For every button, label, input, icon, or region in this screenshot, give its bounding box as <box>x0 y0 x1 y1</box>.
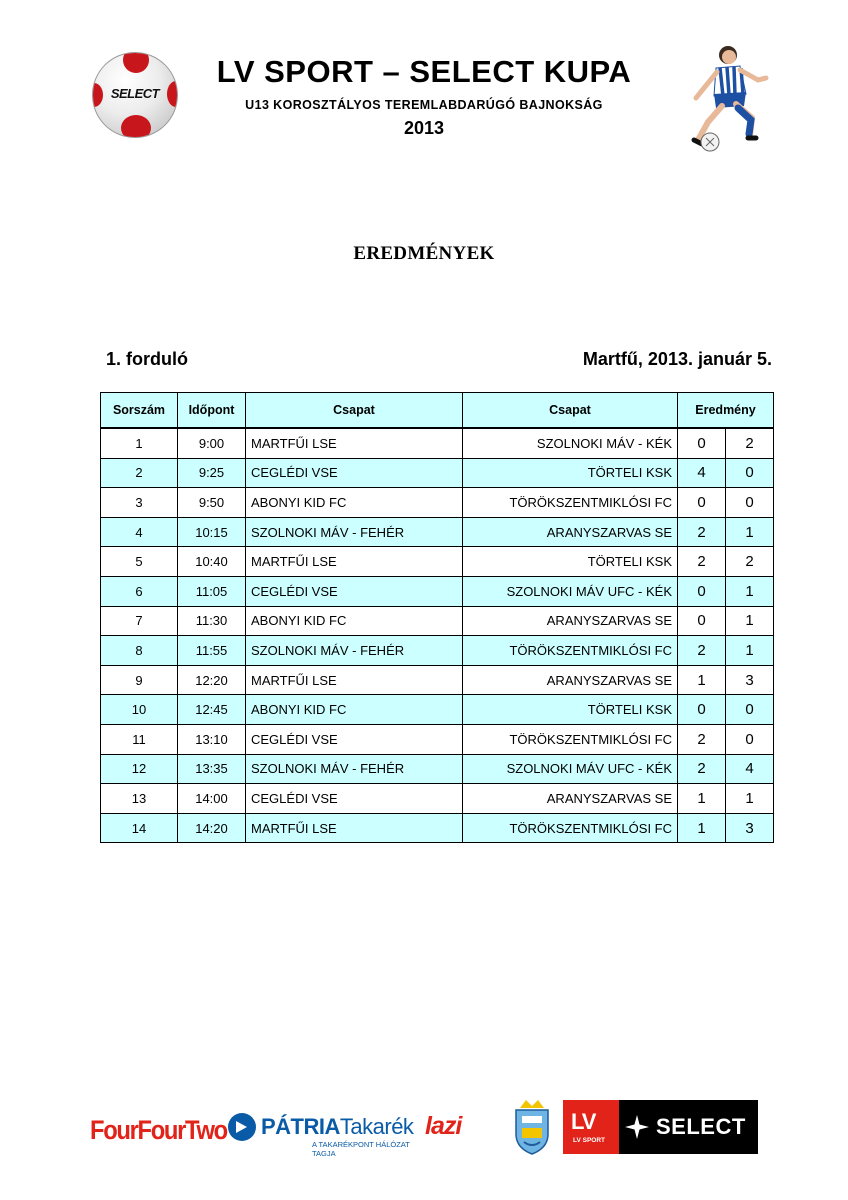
home-team: ABONYI KID FC <box>246 695 463 725</box>
page-title: LV SPORT – SELECT KUPA <box>216 54 632 89</box>
lazi-logo: lazi <box>425 1112 462 1140</box>
page-year: 2013 <box>403 118 445 138</box>
match-time: 14:00 <box>178 784 246 814</box>
sponsor-footer <box>0 1098 848 1158</box>
away-team: ARANYSZARVAS SE <box>463 606 678 636</box>
home-score: 0 <box>678 695 726 725</box>
match-time: 10:40 <box>178 547 246 577</box>
table-row <box>101 665 774 695</box>
home-team: ABONYI KID FC <box>246 488 463 518</box>
table-row <box>101 606 774 636</box>
away-score: 1 <box>726 576 774 606</box>
home-team: MARTFŰI LSE <box>246 665 463 695</box>
match-time: 11:55 <box>178 636 246 666</box>
home-score: 1 <box>678 665 726 695</box>
lv-sport-select-logo <box>563 1100 758 1154</box>
match-number: 11 <box>101 724 178 754</box>
patria-tagline: A TAKARÉKPONT HÁLÓZAT TAGJA <box>312 1140 410 1158</box>
table-header-row <box>101 393 774 429</box>
ball-brand-text: SELECT <box>110 86 160 101</box>
lv-sport-box: LV LV SPORT <box>563 1100 619 1154</box>
table-row <box>101 695 774 725</box>
table-row <box>101 813 774 843</box>
away-team: ARANYSZARVAS SE <box>463 517 678 547</box>
home-score: 0 <box>678 428 726 458</box>
home-score: 2 <box>678 517 726 547</box>
away-team: TÖRÖKSZENTMIKLÓSI FC <box>463 488 678 518</box>
away-score: 4 <box>726 754 774 784</box>
match-number: 1 <box>101 428 178 458</box>
home-score: 0 <box>678 606 726 636</box>
match-time: 9:00 <box>178 428 246 458</box>
match-time: 13:35 <box>178 754 246 784</box>
away-score: 1 <box>726 606 774 636</box>
table-row <box>101 636 774 666</box>
section-title: EREDMÉNYEK <box>353 243 495 264</box>
away-team: SZOLNOKI MÁV UFC - KÉK <box>463 754 678 784</box>
home-team: ABONYI KID FC <box>246 606 463 636</box>
header-eredmeny: Eredmény <box>678 393 774 429</box>
away-team: ARANYSZARVAS SE <box>463 784 678 814</box>
home-team: SZOLNOKI MÁV - FEHÉR <box>246 517 463 547</box>
home-team: SZOLNOKI MÁV - FEHÉR <box>246 754 463 784</box>
home-team: MARTFŰI LSE <box>246 428 463 458</box>
match-number: 4 <box>101 517 178 547</box>
round-label: 1. forduló <box>106 349 188 369</box>
match-number: 2 <box>101 458 178 488</box>
match-number: 10 <box>101 695 178 725</box>
match-time: 11:05 <box>178 576 246 606</box>
select-ball-logo <box>92 52 178 138</box>
match-number: 7 <box>101 606 178 636</box>
patria-takarek-logo <box>228 1113 414 1158</box>
home-team: MARTFŰI LSE <box>246 547 463 577</box>
home-score: 2 <box>678 636 726 666</box>
match-time: 10:15 <box>178 517 246 547</box>
table-row <box>101 517 774 547</box>
home-score: 1 <box>678 813 726 843</box>
home-team: CEGLÉDI VSE <box>246 458 463 488</box>
place-date: Martfű, 2013. január 5. <box>582 349 772 369</box>
header-csapat-home: Csapat <box>246 393 463 429</box>
away-score: 3 <box>726 665 774 695</box>
patria-arrow-icon <box>228 1113 256 1141</box>
away-score: 1 <box>726 784 774 814</box>
away-team: ARANYSZARVAS SE <box>463 665 678 695</box>
away-team: TÖRÖKSZENTMIKLÓSI FC <box>463 724 678 754</box>
header-idopont: Időpont <box>178 393 246 429</box>
match-number: 6 <box>101 576 178 606</box>
header-csapat-away: Csapat <box>463 393 678 429</box>
match-number: 3 <box>101 488 178 518</box>
home-team: CEGLÉDI VSE <box>246 576 463 606</box>
header-sorszam: Sorszám <box>101 393 178 429</box>
select-star-icon <box>624 1114 650 1140</box>
match-number: 12 <box>101 754 178 784</box>
away-score: 0 <box>726 695 774 725</box>
away-team: TÖRÖKSZENTMIKLÓSI FC <box>463 813 678 843</box>
home-score: 0 <box>678 576 726 606</box>
away-score: 0 <box>726 488 774 518</box>
page-subtitle: U13 KOROSZTÁLYOS TEREMLABDARÚGÓ BAJNOKSÁG <box>245 98 603 112</box>
match-number: 5 <box>101 547 178 577</box>
match-time: 9:25 <box>178 458 246 488</box>
home-score: 0 <box>678 488 726 518</box>
match-number: 9 <box>101 665 178 695</box>
away-team: TÖRÖKSZENTMIKLÓSI FC <box>463 636 678 666</box>
home-score: 4 <box>678 458 726 488</box>
away-score: 1 <box>726 636 774 666</box>
away-score: 0 <box>726 458 774 488</box>
table-row <box>101 784 774 814</box>
table-row <box>101 488 774 518</box>
away-team: TÖRTELI KSK <box>463 458 678 488</box>
table-row <box>101 458 774 488</box>
select-brand-text: SELECT <box>656 1114 746 1139</box>
match-time: 12:45 <box>178 695 246 725</box>
table-row <box>101 428 774 458</box>
match-time: 11:30 <box>178 606 246 636</box>
home-score: 2 <box>678 547 726 577</box>
away-team: SZOLNOKI MÁV - KÉK <box>463 428 678 458</box>
match-time: 14:20 <box>178 813 246 843</box>
table-row <box>101 547 774 577</box>
home-score: 1 <box>678 784 726 814</box>
away-team: TÖRTELI KSK <box>463 547 678 577</box>
club-crest-icon <box>512 1098 552 1156</box>
away-team: SZOLNOKI MÁV UFC - KÉK <box>463 576 678 606</box>
match-number: 8 <box>101 636 178 666</box>
home-team: SZOLNOKI MÁV - FEHÉR <box>246 636 463 666</box>
match-time: 12:20 <box>178 665 246 695</box>
away-score: 0 <box>726 724 774 754</box>
table-row <box>101 754 774 784</box>
patria-name: PÁTRIATakarék <box>261 1114 414 1139</box>
home-score: 2 <box>678 754 726 784</box>
home-team: CEGLÉDI VSE <box>246 784 463 814</box>
home-team: CEGLÉDI VSE <box>246 724 463 754</box>
football-player-icon <box>686 42 770 154</box>
match-number: 14 <box>101 813 178 843</box>
away-score: 1 <box>726 517 774 547</box>
home-team: MARTFŰI LSE <box>246 813 463 843</box>
away-score: 3 <box>726 813 774 843</box>
fourfourtwo-logo: FourFourTwo <box>90 1115 227 1145</box>
match-number: 13 <box>101 784 178 814</box>
away-score: 2 <box>726 547 774 577</box>
results-table <box>100 392 774 843</box>
table-row <box>101 576 774 606</box>
away-score: 2 <box>726 428 774 458</box>
home-score: 2 <box>678 724 726 754</box>
away-team: TÖRTELI KSK <box>463 695 678 725</box>
table-row <box>101 724 774 754</box>
match-time: 13:10 <box>178 724 246 754</box>
match-time: 9:50 <box>178 488 246 518</box>
